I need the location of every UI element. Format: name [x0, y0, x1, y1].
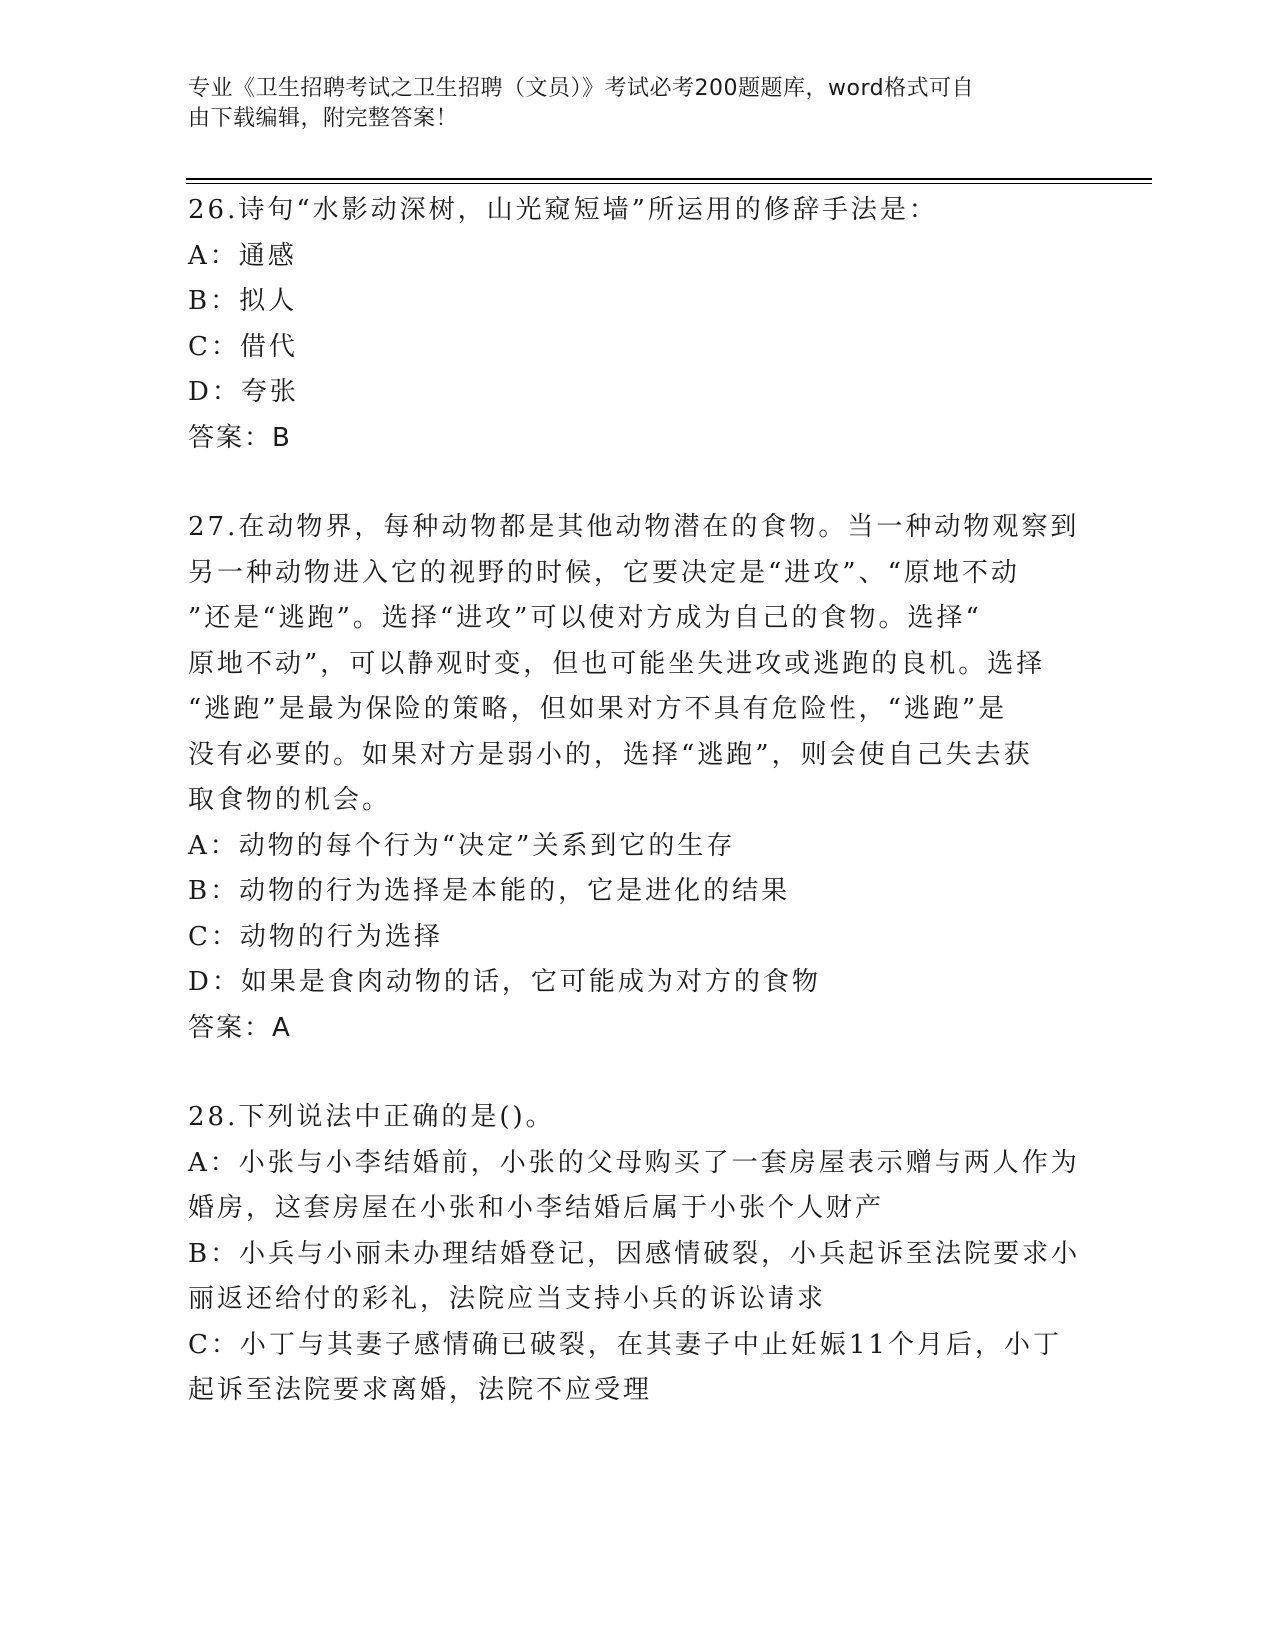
header-line: 由下载编辑，附完整答案！	[188, 106, 459, 131]
question-28	[188, 1095, 1088, 1414]
option-d: D：夸张	[188, 377, 299, 407]
header-rule-thin	[186, 183, 1152, 184]
option-c-cont: 起诉至法院要求离婚，法院不应受理	[188, 1375, 653, 1405]
option-d: D：如果是食肉动物的话，它可能成为对方的食物	[188, 967, 821, 997]
option-c: C：小丁与其妻子感情确已破裂，在其妻子中止妊娠11个月后，小丁	[188, 1329, 1062, 1360]
question-list	[188, 188, 1088, 1414]
question-stem-line: “逃跑”是最为保险的策略，但如果对方不具有危险性，“逃跑”是	[188, 694, 1008, 724]
option-b: B：动物的行为选择是本能的，它是进化的结果	[188, 876, 791, 906]
header-rule-thick	[186, 178, 1152, 180]
question-26	[188, 188, 1088, 461]
question-stem: 26.诗句“水影动深树，山光窥短墙”所运用的修辞手法是：	[188, 195, 938, 225]
option-a: A：小张与小李结婚前，小张的父母购买了一套房屋表示赠与两人作为	[188, 1147, 1080, 1178]
option-b-cont: 丽返还给付的彩礼，法院应当支持小兵的诉讼请求	[188, 1284, 827, 1314]
question-stem: 28.下列说法中正确的是()。	[188, 1102, 555, 1132]
question-stem-line: ”还是“逃跑”。选择“进攻”可以使对方成为自己的食物。选择“	[188, 603, 982, 633]
option-c: C：借代	[188, 331, 298, 362]
question-stem-line: 没有必要的。如果对方是弱小的，选择“逃跑”，则会使自己失去获	[188, 739, 1033, 770]
option-b: B：小兵与小丽未办理结婚登记，因感情破裂，小兵起诉至法院要求小	[188, 1238, 1081, 1269]
option-a-cont: 婚房，这套房屋在小张和小李结婚后属于小张个人财产	[188, 1193, 885, 1223]
option-a: A：通感	[188, 240, 297, 271]
option-c: C：动物的行为选择	[188, 921, 443, 952]
answer-line: 答案：A	[188, 1012, 292, 1043]
question-stem-line: 取食物的机会。	[188, 785, 392, 815]
header-line: 专业《卫生招聘考试之卫生招聘（文员）》考试必考200题题库，word格式可自	[188, 76, 975, 101]
document-header	[188, 74, 1068, 134]
option-a: A：动物的每个行为“决定”关系到它的生存	[188, 830, 736, 861]
question-27	[188, 505, 1088, 1051]
option-b: B：拟人	[188, 286, 298, 316]
answer-line: 答案：B	[188, 422, 292, 453]
question-stem-line: 27.在动物界，每种动物都是其他动物潜在的食物。当一种动物观察到	[188, 512, 1080, 542]
question-stem-line: 原地不动”，可以静观时变，但也可能坐失进攻或逃跑的良机。选择	[188, 648, 1046, 679]
question-stem-line: 另一种动物进入它的视野的时候，它要决定是“进攻”、“原地不动	[188, 557, 1020, 588]
